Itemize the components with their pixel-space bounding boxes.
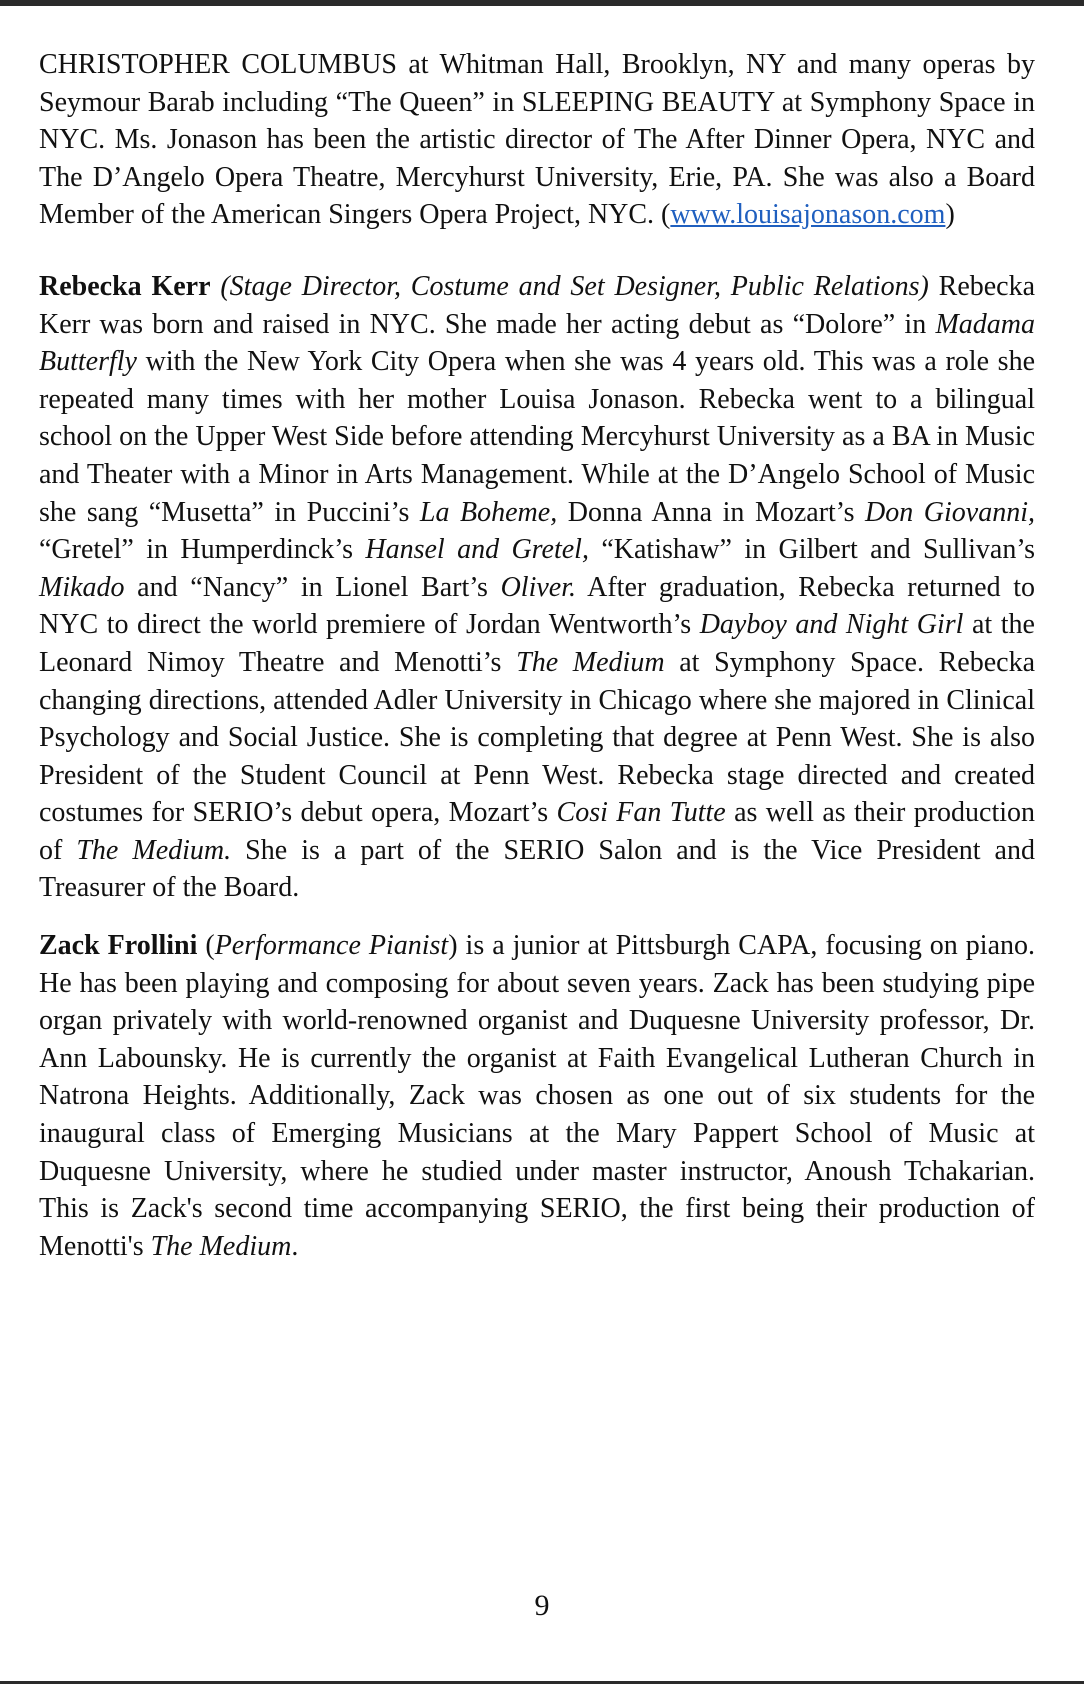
work-title: Oliver. xyxy=(500,571,577,603)
page-number: 9 xyxy=(534,1589,550,1622)
bio-text: Rebecka Kerr was born and raised in NYC. She made her acting debut as “Dolore” in xyxy=(39,270,1036,340)
bio-text: After graduation, Rebecka returned to NYC to direct the world premiere of Jordan Wentworth’s xyxy=(39,571,1036,641)
bio-name: Zack Frollini xyxy=(39,930,198,962)
bio-text: “Gretel” in Humperdinck’s xyxy=(39,534,366,566)
work-title: Hansel and Gretel, xyxy=(365,534,589,566)
bio-text: at Symphony Space. Rebecka changing directions, attended Adler University in Chicago where she majored in Clinical Psychology and Social Justice. She is completing that degree at Penn West. She is also President of the Student Council at Penn West. Rebecka stage directed and created costumes for SERIO’s debut opera, Mozart’s xyxy=(39,646,1035,829)
work-title: Dayboy and Night Girl xyxy=(699,609,964,641)
bio-text: as well as their production of xyxy=(39,797,1035,866)
bio-text: and “Nancy” in Lionel Bart’s xyxy=(124,571,501,603)
bio-text: with the New York City Opera when she was 4 years old. This was a role she repeated many times with her mother Louisa Jonason. Rebecka went to a bilingual school on the Upper West Side before attending Mercyhurst University as a BA in Music and Theater with a Minor in Arts Management. While at the D’Angelo School of Music she sang “Musetta” in Puccini’s xyxy=(39,346,1035,528)
bio-text: She is a part of the SERIO Salon and is the Vice President and Treasurer of the Board. xyxy=(39,834,1035,904)
bio-role: Performance Pianist xyxy=(214,930,449,962)
bio-name: Rebecka Kerr xyxy=(39,270,211,302)
role-paren-open: ( xyxy=(197,930,215,962)
bio-text: . xyxy=(291,1230,299,1262)
work-title: The Medium xyxy=(150,1230,292,1262)
work-title: Cosi Fan Tutte xyxy=(556,797,726,829)
bio-text-close: ) xyxy=(945,199,955,231)
role-paren-close: ) xyxy=(448,930,458,962)
work-title: La Boheme, xyxy=(419,496,558,528)
document-page xyxy=(39,46,1035,1265)
work-title: The Medium xyxy=(516,646,665,678)
work-title: Mikado xyxy=(39,571,125,603)
louisajonason-website-link[interactable]: www.louisajonason.com xyxy=(670,199,946,231)
work-title: The Medium. xyxy=(76,834,232,866)
rebecka-kerr-bio xyxy=(39,268,1035,907)
work-title: Madama Butterfly xyxy=(39,308,1035,378)
bio-role: (Stage Director, Costume and Set Designer, Public Relations) xyxy=(220,270,929,302)
bio-text: CHRISTOPHER COLUMBUS at Whitman Hall, Brooklyn, NY and many operas by Seymour Barab including “The Queen” in SLEEPING BEAUTY at Symphony Space in NYC. Ms. Jonason has been the artistic director of The After Dinner Opera, NYC and The D’Angelo Opera Theatre, Mercyhurst University, Erie, PA. She was also a Board Member of the American Singers Opera Project, NYC. ( xyxy=(39,49,1035,231)
bio-text: is a junior at Pittsburgh CAPA, focusing on piano. He has been playing and composing for about seven years. Zack has been studying pipe organ privately with world-renowned organist and Duquesne University professor, Dr. Ann Labounsky. He is currently the organist at Faith Evangelical Lutheran Church in Natrona Heights. Additionally, Zack was chosen as one out of six students for the inaugural class of Emerging Musicians at the Mary Pappert School of Music at Duquesne University, where he studied under master instructor, Anoush Tchakarian. This is Zack's second time accompanying SERIO, the first being their production of Menotti's xyxy=(39,930,1036,1262)
bio-text: “Katishaw” in Gilbert and Sullivan’s xyxy=(588,534,1035,566)
bio-text: Donna Anna in Mozart’s xyxy=(557,496,866,528)
bio-text: at the Leonard Nimoy Theatre and Menotti’s xyxy=(39,609,1035,678)
work-title: Don Giovanni, xyxy=(865,496,1036,528)
zack-frollini-bio xyxy=(39,927,1035,1265)
jonason-bio-continuation xyxy=(39,46,1035,234)
top-border xyxy=(0,0,1084,6)
